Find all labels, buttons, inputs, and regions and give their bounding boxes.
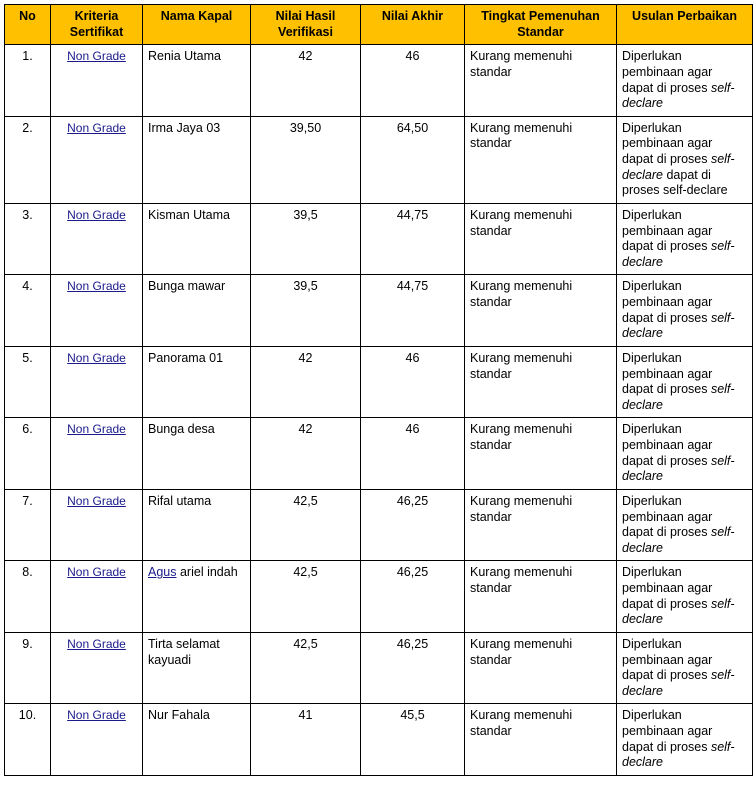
cell-nilai-hasil-verifikasi: 42	[251, 346, 361, 418]
cell-kriteria-sertifikat	[51, 418, 143, 490]
usulan-italic: self-declare	[622, 239, 735, 269]
cell-kriteria-sertifikat	[51, 203, 143, 275]
cell-no: 5.	[5, 346, 51, 418]
cell-no: 6.	[5, 418, 51, 490]
usulan-text: Diperlukan pembinaan agar dapat di proses	[622, 49, 713, 95]
table-row	[5, 489, 753, 561]
usulan-italic: self-declare	[622, 152, 735, 182]
column-header-nilai-hasil-verifikasi: Nilai Hasil Verifikasi	[251, 5, 361, 45]
cell-usulan-perbaikan	[617, 561, 753, 633]
cell-kriteria-sertifikat	[51, 346, 143, 418]
cell-kriteria-sertifikat	[51, 45, 143, 117]
cell-usulan-perbaikan	[617, 346, 753, 418]
cell-kriteria-sertifikat	[51, 275, 143, 347]
cell-nama-kapal: Bunga desa	[143, 418, 251, 490]
cell-tingkat-pemenuhan: Kurang memenuhi standar	[465, 203, 617, 275]
cell-nama-kapal	[143, 561, 251, 633]
usulan-text: Diperlukan pembinaan agar dapat di proses	[622, 422, 713, 468]
usulan-text: Diperlukan pembinaan agar dapat di proses	[622, 493, 713, 540]
cell-nilai-akhir: 44,75	[361, 275, 465, 347]
cell-nilai-akhir: 46	[361, 45, 465, 117]
cell-nama-kapal: Renia Utama	[143, 45, 251, 117]
cell-tingkat-pemenuhan: Kurang memenuhi standar	[465, 346, 617, 418]
verification-results-table	[4, 4, 753, 776]
column-header-usulan-perbaikan: Usulan Perbaikan	[617, 5, 753, 45]
usulan-italic: self-declare	[622, 453, 735, 484]
usulan-text: Diperlukan pembinaan agar dapat di proses	[622, 708, 713, 754]
cell-no: 3.	[5, 203, 51, 275]
cell-nama-kapal: Bunga mawar	[143, 275, 251, 347]
cell-tingkat-pemenuhan: Kurang memenuhi standar	[465, 275, 617, 347]
kriteria-link[interactable]: Non Grade	[67, 636, 126, 651]
cell-usulan-perbaikan	[617, 275, 753, 347]
cell-nama-kapal: Tirta selamat kayuadi	[143, 632, 251, 704]
cell-nilai-hasil-verifikasi: 41	[251, 704, 361, 776]
cell-tingkat-pemenuhan: Kurang memenuhi standar	[465, 45, 617, 117]
cell-nilai-akhir: 46,25	[361, 632, 465, 704]
cell-no: 8.	[5, 561, 51, 633]
cell-tingkat-pemenuhan: Kurang memenuhi standar	[465, 116, 617, 203]
cell-usulan-perbaikan	[617, 203, 753, 275]
table-row	[5, 632, 753, 704]
nama-kapal-highlight: Agus	[148, 565, 177, 580]
cell-nilai-akhir: 45,5	[361, 704, 465, 776]
cell-nilai-akhir: 46	[361, 346, 465, 418]
table-row	[5, 45, 753, 117]
kriteria-link[interactable]: Non Grade	[67, 422, 126, 437]
usulan-italic: self-declare	[622, 525, 735, 555]
cell-kriteria-sertifikat	[51, 489, 143, 561]
kriteria-link[interactable]: Non Grade	[67, 207, 126, 222]
kriteria-link[interactable]: Non Grade	[67, 565, 126, 580]
cell-nilai-akhir: 46,25	[361, 489, 465, 561]
cell-usulan-perbaikan	[617, 45, 753, 117]
column-header-tingkat-pemenuhan-standar: Tingkat Pemenuhan Standar	[465, 5, 617, 45]
cell-no: 1.	[5, 45, 51, 117]
usulan-text: Diperlukan pembinaan agar dapat di proses	[622, 120, 713, 166]
cell-usulan-perbaikan	[617, 116, 753, 203]
usulan-tail: dapat di proses self-declare	[622, 167, 728, 198]
column-header-kriteria-sertifikat: Kriteria Sertifikat	[51, 5, 143, 45]
cell-tingkat-pemenuhan: Kurang memenuhi standar	[465, 632, 617, 704]
cell-nilai-akhir: 46	[361, 418, 465, 490]
kriteria-link[interactable]: Non Grade	[67, 708, 126, 723]
usulan-text: Diperlukan pembinaan agar dapat di proses	[622, 565, 713, 611]
cell-nama-kapal: Rifal utama	[143, 489, 251, 561]
cell-nilai-hasil-verifikasi: 42	[251, 418, 361, 490]
usulan-italic: self-declare	[622, 80, 735, 111]
column-header-nilai-akhir: Nilai Akhir	[361, 5, 465, 45]
cell-nilai-hasil-verifikasi: 39,5	[251, 275, 361, 347]
cell-nilai-hasil-verifikasi: 42,5	[251, 632, 361, 704]
table-header-row	[5, 5, 753, 45]
cell-tingkat-pemenuhan: Kurang memenuhi standar	[465, 418, 617, 490]
usulan-italic: self-declare	[622, 310, 735, 341]
table-row	[5, 275, 753, 347]
cell-nama-kapal: Irma Jaya 03	[143, 116, 251, 203]
cell-usulan-perbaikan	[617, 704, 753, 776]
cell-usulan-perbaikan	[617, 418, 753, 490]
table-row	[5, 346, 753, 418]
usulan-text: Diperlukan pembinaan agar dapat di proses	[622, 279, 713, 325]
cell-tingkat-pemenuhan: Kurang memenuhi standar	[465, 561, 617, 633]
cell-nilai-akhir: 46,25	[361, 561, 465, 633]
table-row	[5, 418, 753, 490]
cell-kriteria-sertifikat	[51, 704, 143, 776]
cell-no: 2.	[5, 116, 51, 203]
usulan-italic: self-declare	[622, 668, 735, 698]
cell-usulan-perbaikan	[617, 489, 753, 561]
cell-tingkat-pemenuhan: Kurang memenuhi standar	[465, 704, 617, 776]
cell-tingkat-pemenuhan: Kurang memenuhi standar	[465, 489, 617, 561]
cell-kriteria-sertifikat	[51, 632, 143, 704]
cell-nilai-hasil-verifikasi: 39,50	[251, 116, 361, 203]
kriteria-link[interactable]: Non Grade	[67, 350, 126, 365]
kriteria-link[interactable]: Non Grade	[67, 493, 126, 508]
kriteria-link[interactable]: Non Grade	[67, 279, 126, 294]
column-header-nama-kapal: Nama Kapal	[143, 5, 251, 45]
cell-nama-kapal: Panorama 01	[143, 346, 251, 418]
kriteria-link[interactable]: Non Grade	[67, 120, 126, 135]
usulan-italic: self-declare	[622, 596, 735, 627]
cell-nama-kapal: Kisman Utama	[143, 203, 251, 275]
cell-no: 4.	[5, 275, 51, 347]
table-header	[5, 5, 753, 45]
nama-kapal-rest: ariel indah	[176, 565, 238, 580]
table-row	[5, 561, 753, 633]
cell-nilai-hasil-verifikasi: 39,5	[251, 203, 361, 275]
cell-kriteria-sertifikat	[51, 561, 143, 633]
cell-nama-kapal: Nur Fahala	[143, 704, 251, 776]
cell-nilai-hasil-verifikasi: 42	[251, 45, 361, 117]
cell-kriteria-sertifikat	[51, 116, 143, 203]
usulan-italic: self-declare	[622, 382, 735, 412]
cell-nilai-akhir: 44,75	[361, 203, 465, 275]
kriteria-link[interactable]: Non Grade	[67, 49, 126, 64]
table-row	[5, 203, 753, 275]
cell-nilai-hasil-verifikasi: 42,5	[251, 489, 361, 561]
usulan-text: Diperlukan pembinaan agar dapat di proses	[622, 207, 713, 254]
cell-no: 10.	[5, 704, 51, 776]
cell-nilai-akhir: 64,50	[361, 116, 465, 203]
cell-nilai-hasil-verifikasi: 42,5	[251, 561, 361, 633]
column-header-no: No	[5, 5, 51, 45]
table-body	[5, 45, 753, 776]
cell-usulan-perbaikan	[617, 632, 753, 704]
usulan-text: Diperlukan pembinaan agar dapat di proses	[622, 636, 713, 683]
table-row	[5, 704, 753, 776]
usulan-italic: self-declare	[622, 739, 735, 770]
table-row	[5, 116, 753, 203]
usulan-text: Diperlukan pembinaan agar dapat di proses	[622, 350, 713, 397]
cell-no: 9.	[5, 632, 51, 704]
cell-no: 7.	[5, 489, 51, 561]
